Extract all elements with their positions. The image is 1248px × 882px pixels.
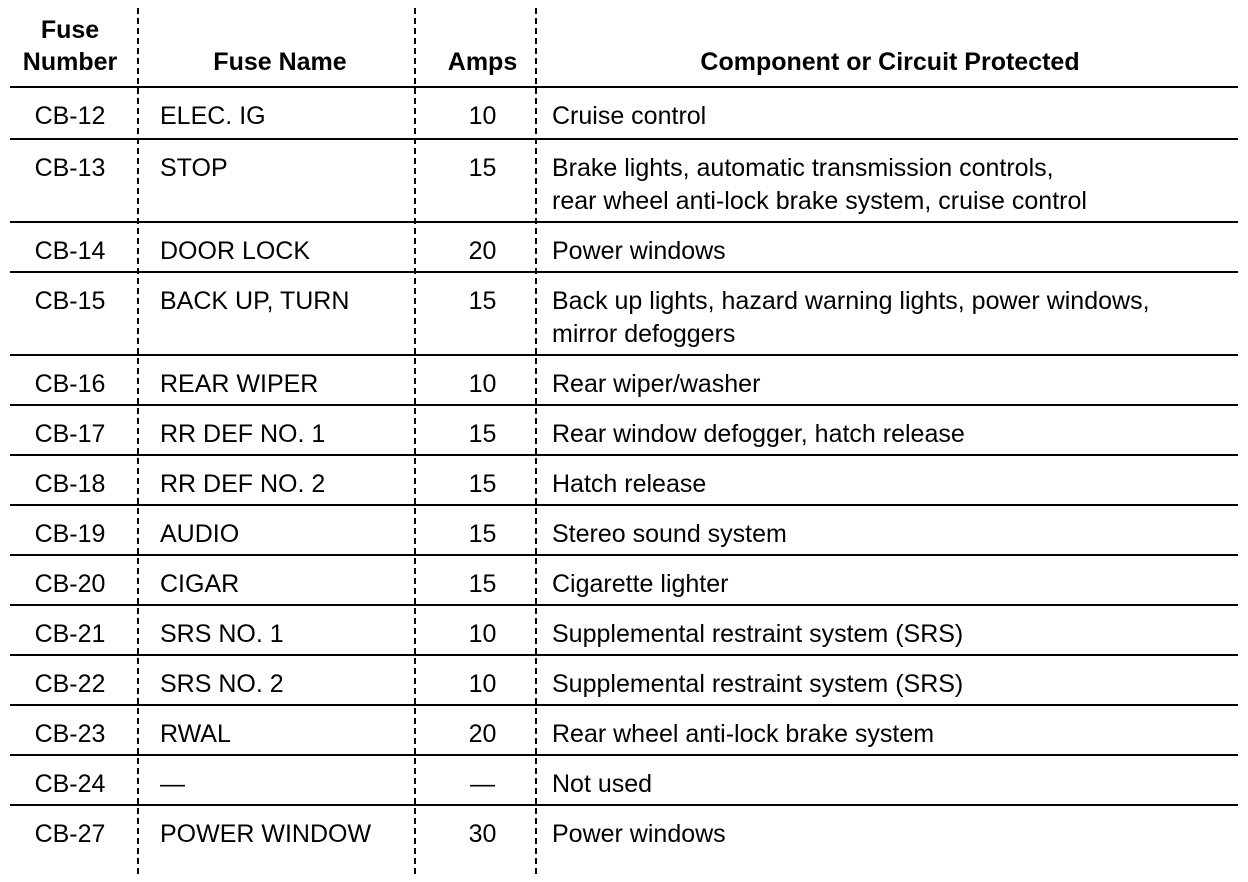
component-line2: mirror defoggers (552, 320, 736, 348)
component-line2: rear wheel anti-lock brake system, cruise control (552, 187, 1087, 215)
fuse-component (552, 518, 787, 551)
fuse-component (552, 568, 728, 601)
component-line1: Supplemental restraint system (SRS) (552, 620, 964, 648)
table-row (10, 556, 1238, 606)
fuse-amps: 15 (468, 154, 497, 182)
header-fuse-number-line2: Number (22, 48, 118, 76)
fuse-component (552, 468, 706, 501)
fuse-amps: 15 (468, 470, 497, 498)
header-fuse-name: Fuse Name (213, 48, 347, 76)
fuse-component (552, 418, 965, 451)
fuse-name: DOOR LOCK (160, 237, 311, 265)
fuse-number: CB-18 (34, 470, 106, 498)
fuse-amps: 10 (468, 370, 497, 398)
fuse-name: RR DEF NO. 2 (160, 470, 326, 498)
fuse-number: CB-15 (34, 287, 106, 315)
fuse-name: REAR WIPER (160, 370, 319, 398)
table-row (10, 706, 1238, 756)
header-amps: Amps (447, 48, 518, 76)
fuse-component (552, 100, 706, 133)
fuse-amps: 30 (468, 820, 497, 848)
fuse-component (552, 235, 726, 268)
table-row (10, 223, 1238, 273)
fuse-component (552, 285, 1150, 351)
fuse-name: AUDIO (160, 520, 240, 548)
fuse-component (552, 718, 934, 751)
component-line1: Not used (552, 770, 653, 798)
component-line1: Supplemental restraint system (SRS) (552, 670, 964, 698)
component-line1: Power windows (552, 237, 726, 265)
fuse-name: — (160, 770, 185, 798)
component-line1: Power windows (552, 820, 726, 848)
fuse-name: CIGAR (160, 570, 240, 598)
component-line1: Rear window defogger, hatch release (552, 420, 965, 448)
table-row (10, 356, 1238, 406)
column-divider (137, 8, 139, 874)
table-row (10, 606, 1238, 656)
fuse-table (10, 0, 1238, 882)
table-row (10, 456, 1238, 506)
fuse-number: CB-16 (34, 370, 106, 398)
table-row (10, 656, 1238, 706)
fuse-amps: 10 (468, 102, 497, 130)
component-line1: Cruise control (552, 102, 707, 130)
table-header (10, 0, 1238, 88)
fuse-component (552, 818, 726, 851)
fuse-number: CB-12 (34, 102, 106, 130)
table-row (10, 806, 1238, 882)
fuse-amps: 15 (468, 287, 497, 315)
column-divider (535, 8, 537, 874)
fuse-number: CB-17 (34, 420, 106, 448)
component-line1: Rear wiper/washer (552, 370, 761, 398)
table-row (10, 506, 1238, 556)
fuse-amps: 15 (468, 570, 497, 598)
fuse-number: CB-23 (34, 720, 106, 748)
fuse-number: CB-20 (34, 570, 106, 598)
table-row (10, 88, 1238, 140)
fuse-number: CB-27 (34, 820, 106, 848)
header-component: Component or Circuit Protected (700, 48, 1080, 76)
table-row (10, 273, 1238, 356)
component-line1: Brake lights, automatic transmission controls, (552, 154, 1054, 182)
fuse-amps: 20 (468, 237, 497, 265)
fuse-component (552, 668, 963, 701)
table-row (10, 140, 1238, 223)
fuse-amps: 20 (468, 720, 497, 748)
fuse-amps: 10 (468, 670, 497, 698)
fuse-amps: — (470, 770, 495, 798)
header-fuse-number-line1: Fuse (40, 16, 100, 44)
fuse-name: SRS NO. 1 (160, 620, 284, 648)
fuse-name: POWER WINDOW (160, 820, 372, 848)
fuse-name: STOP (160, 154, 228, 182)
fuse-component (552, 368, 760, 401)
table-row (10, 406, 1238, 456)
column-divider (414, 8, 416, 874)
fuse-number: CB-14 (34, 237, 106, 265)
component-line1: Hatch release (552, 470, 707, 498)
fuse-name: BACK UP, TURN (160, 287, 350, 315)
fuse-name: ELEC. IG (160, 102, 266, 130)
component-line1: Stereo sound system (552, 520, 787, 548)
component-line1: Rear wheel anti-lock brake system (552, 720, 935, 748)
fuse-component (552, 618, 963, 651)
table-row (10, 756, 1238, 806)
fuse-amps: 15 (468, 520, 497, 548)
fuse-number: CB-24 (34, 770, 106, 798)
fuse-amps: 15 (468, 420, 497, 448)
header-fuse-number (10, 14, 130, 78)
fuse-name: SRS NO. 2 (160, 670, 284, 698)
component-line1: Cigarette lighter (552, 570, 729, 598)
fuse-amps: 10 (468, 620, 497, 648)
fuse-name: RWAL (160, 720, 231, 748)
fuse-name: RR DEF NO. 1 (160, 420, 326, 448)
fuse-number: CB-13 (34, 154, 106, 182)
fuse-component (552, 768, 652, 801)
component-line1: Back up lights, hazard warning lights, power windows, (552, 287, 1150, 315)
fuse-number: CB-22 (34, 670, 106, 698)
fuse-number: CB-21 (34, 620, 106, 648)
fuse-number: CB-19 (34, 520, 106, 548)
fuse-component (552, 152, 1087, 218)
